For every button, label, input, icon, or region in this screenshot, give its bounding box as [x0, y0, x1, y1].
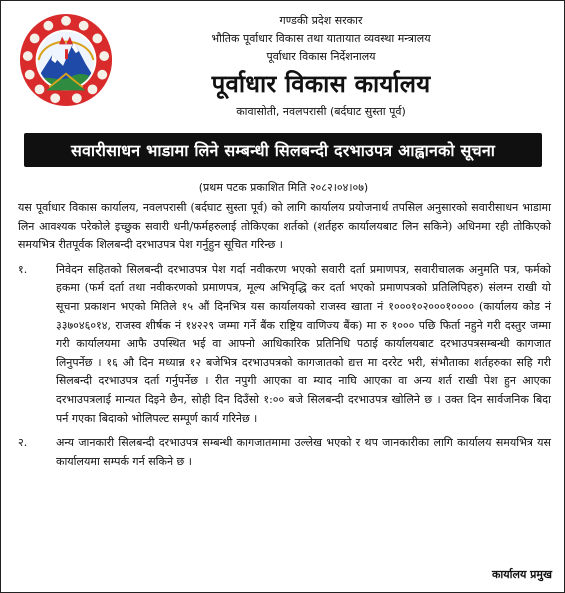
list-item — [18, 261, 551, 428]
list-item-number: २. — [18, 436, 28, 450]
document-header — [1, 1, 564, 125]
signature-label: कार्यालय प्रमुख — [491, 568, 552, 581]
intro-paragraph: यस पूर्वाधार विकास कार्यालय, नवलपरासी (बर्दघाट सुस्ता पूर्व) को लागि कार्यालय प्रयोजनार्थ तपसिल अनुसारको सवारीसाधन भाडामा लिन आवश्यक परेकोले इच्छुक सवारी धनी/फर्महरुलाई तोकिएका शर्तको (शर्तहरु कार्यालयबाट लिन सकिने) अधिनमा रही तोकिएको समयभित्र रीतपूर्वक शिलबन्दी दरभाउपत्र पेश गर्नुहुन सूचित गरिन्छ । — [18, 201, 551, 252]
nepal-government-emblem-icon — [17, 11, 115, 109]
list-item-number: १. — [18, 262, 28, 276]
ministry-line: भौतिक पूर्वाधार विकास तथा यातायात व्यवस्था मन्त्रालय — [211, 32, 431, 45]
list-item-text: अन्य जानकारी सिलबन्दी दरभाउपत्र सम्बन्धी कागजातमामा उल्लेख भएको र थप जानकारीका लागि कार्यालय समयभित्र यस कार्यालयमा सम्पर्क गर्न सकिने छ । — [56, 436, 551, 468]
government-line-1: गण्डकी प्रदेश सरकार — [279, 14, 363, 27]
office-title: पूर्वाधार विकास कार्यालय — [211, 70, 431, 98]
office-address: कावासोती, नवलपरासी (बर्दघाट सुस्ता पूर्व) — [236, 105, 406, 118]
list-item-text: निवेदन सहितको सिलबन्दी दरभाउपत्र पेश गर्दा नवीकरण भएको सवारी दर्ता प्रमाणपत्र, सवारीचालक अनुमति पत्र, फर्मको हकमा (फर्म दर्ता तथा नवीकरणको प्रमाणपत्र, मूल्य अभिवृद्धि कर दर्ता भएको प्रमाणपत्रको प्रतिलिपिहरु) संलग्न राखी यो सूचना प्रकाशन भएको मितिले १५ औं दिनभित्र यस कार्यालयको राजस्व खाता नं १०००१०२०००१०००० (कार्यालय कोड नं ३३७०४६०१४, राजस्व शीर्षक नं १४२२९ जम्मा गर्ने बैंक राष्ट्रिय वाणिज्य बैंक) मा रु १००० पछि फिर्ता नहुने गरी दस्तुर जम्मा गरी कार्यालयमा आफै उपस्थित भई वा आफ्नो आधिकारिक प्रतिनिधि पठाई कार्यालयबाट दरभाउपत्रसम्बन्धी कागजात लिनुपर्नेछ । १६ औ दिन मध्यान्न १२ बजेभित्र दरभाउपत्रको कागजातको द्यत्त मा दररेट भरी, संभौताका शर्तहरुका सहि गरी सिलबन्दी दरभाउपत्र दर्ता गर्नुपर्नेछ । रीत नपुगी आएका वा म्याद नाघि आएका वा अन्य शर्त राखी पेश हुन आएका दरभाउपत्रलाई मान्यत दिइने छैन, सोही दिन दिउँसो १:०० बजे सिलबन्दी दरभाउपत्र खोलिने छ । उक्त दिन सार्वजनिक बिदा पर्न गएका बिदाको भोलिपल्ट सम्पूर्ण कार्य गरिनेछ । — [56, 262, 551, 425]
list-item — [18, 434, 551, 471]
publication-date-line: (प्रथम पटक प्रकाशित मिति २०८२।०४।०७) — [198, 181, 369, 194]
notice-title-banner: सवारीसाधन भाडामा लिने सम्बन्धी सिलबन्दी दरभाउपत्र आह्वानको सूचना — [24, 133, 542, 167]
notice-body — [18, 199, 551, 471]
directorate-line: पूर्वाधार विकास निर्देशनालय — [266, 50, 376, 63]
